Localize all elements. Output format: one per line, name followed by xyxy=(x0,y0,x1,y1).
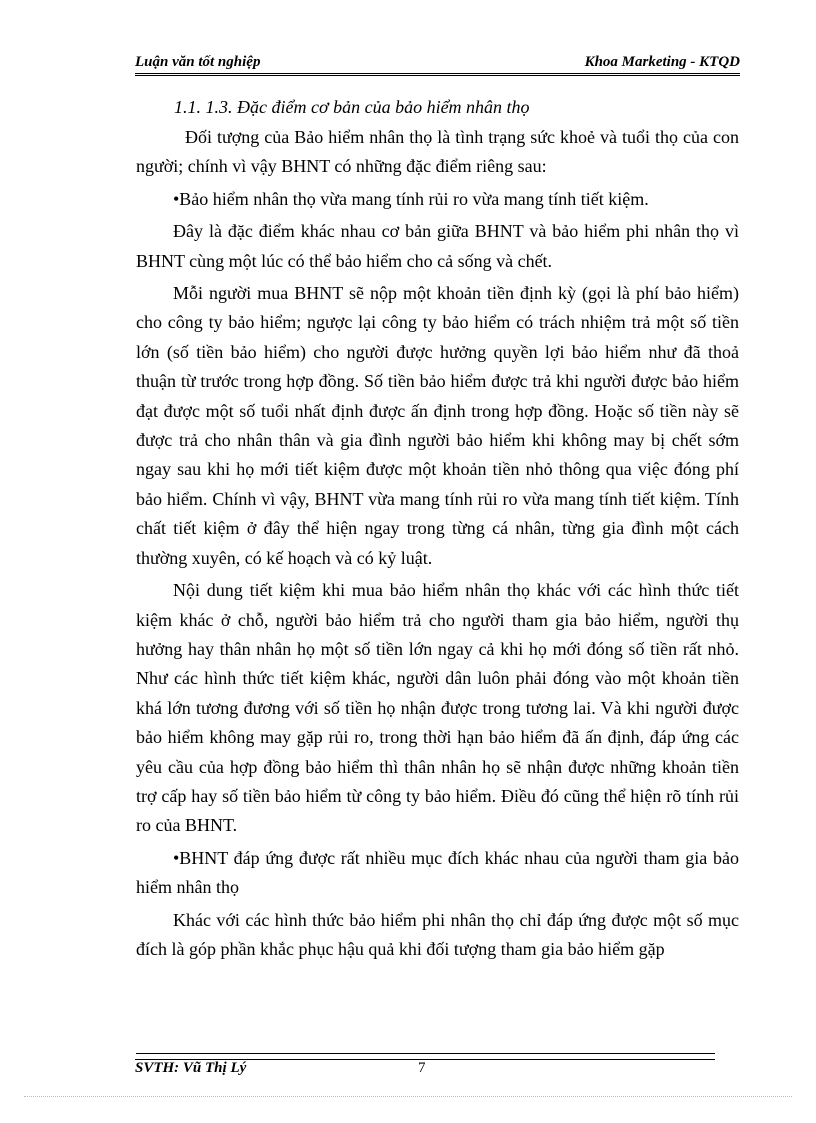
page-footer xyxy=(135,1059,715,1080)
paragraph-intro: Đối tượng của Bảo hiểm nhân thọ là tình trạng sức khoẻ và tuổi thọ của con người; chính vì vậy BHNT có những đặc điểm riêng sau: xyxy=(136,127,739,177)
page-body xyxy=(136,93,739,967)
bullet-point-1: •Bảo hiểm nhân thọ vừa mang tính rủi ro vừa mang tính tiết kiệm. xyxy=(173,188,649,209)
paragraph-premium: Mỗi người mua BHNT sẽ nộp một khoản tiền định kỳ (gọi là phí bảo hiểm) cho công ty bảo hiểm; ngược lại công ty bảo hiểm có trách nhiệm trả một số tiền lớn (số tiền bảo hiểm) cho người được hưởng quyền lợi bảo hiểm như đã thoả thuận từ trước trong hợp đồng. Số tiền bảo hiểm được trả khi người được bảo hiểm đạt được một số tuổi nhất định được ấn định trong hợp đồng. Hoặc số tiền này sẽ được trả cho nhân thân và gia đình người bảo hiểm khi không may bị chết sớm ngay sau khi họ mới tiết kiệm được một khoản tiền nhỏ thông qua việc đóng phí bảo hiểm. Chính vì vậy, BHNT vừa mang tính rủi ro vừa mang tính tiết kiệm. Tính chất tiết kiệm ở đây thể hiện ngay trong từng cá nhân, từng gia đình một cách thường xuyên, có kế hoạch và có kỷ luật. xyxy=(136,283,739,568)
page-bottom-divider xyxy=(24,1096,792,1097)
header-thesis-label: Luận văn tốt nghiệp xyxy=(135,54,261,70)
paragraph-purposes: Khác với các hình thức bảo hiểm phi nhân thọ chỉ đáp ứng được một số mục đích là góp phần khắc phục hậu quả khi đối tượng tham gia bảo hiểm gặp xyxy=(136,909,739,959)
footer-author: SVTH: Vũ Thị Lý xyxy=(135,1060,247,1076)
page-header xyxy=(135,49,740,76)
header-faculty-label: Khoa Marketing - KTQD xyxy=(584,54,740,70)
last-line-underline xyxy=(136,1053,715,1054)
paragraph-savings: Nội dung tiết kiệm khi mua bảo hiểm nhân thọ khác với các hình thức tiết kiệm khác ở chỗ, người bảo hiểm trả cho người tham gia bảo hiểm, người thụ hưởng hay thân nhân họ một số tiền lớn ngay cả khi họ mới đóng số tiền rất nhỏ. Như các hình thức tiết kiệm khác, người dân luôn phải đóng vào một khoản tiền khá lớn tương đương với số tiền họ nhận được trong tương lai. Và khi người được bảo hiểm không may gặp rủi ro, trong thời hạn bảo hiểm đã ấn định, đáp ứng các yêu cầu của hợp đồng bảo hiểm thì thân nhân họ sẽ nhận được những khoản tiền trợ cấp hay số tiền bảo hiểm từ công ty bảo hiểm. Điều đó cũng thể hiện rõ tính rủi ro của BHNT. xyxy=(136,580,739,836)
paragraph-difference: Đây là đặc điểm khác nhau cơ bản giữa BHNT và bảo hiểm phi nhân thọ vì BHNT cùng một lúc có thể bảo hiểm cho cả sống và chết. xyxy=(136,221,739,271)
page-number: 7 xyxy=(418,1060,426,1076)
section-title: 1.1. 1.3. Đặc điểm cơ bản của bảo hiểm nhân thọ xyxy=(174,97,530,117)
bullet-point-2: •BHNT đáp ứng được rất nhiều mục đích khác nhau của người tham gia bảo hiểm nhân thọ xyxy=(136,847,739,898)
